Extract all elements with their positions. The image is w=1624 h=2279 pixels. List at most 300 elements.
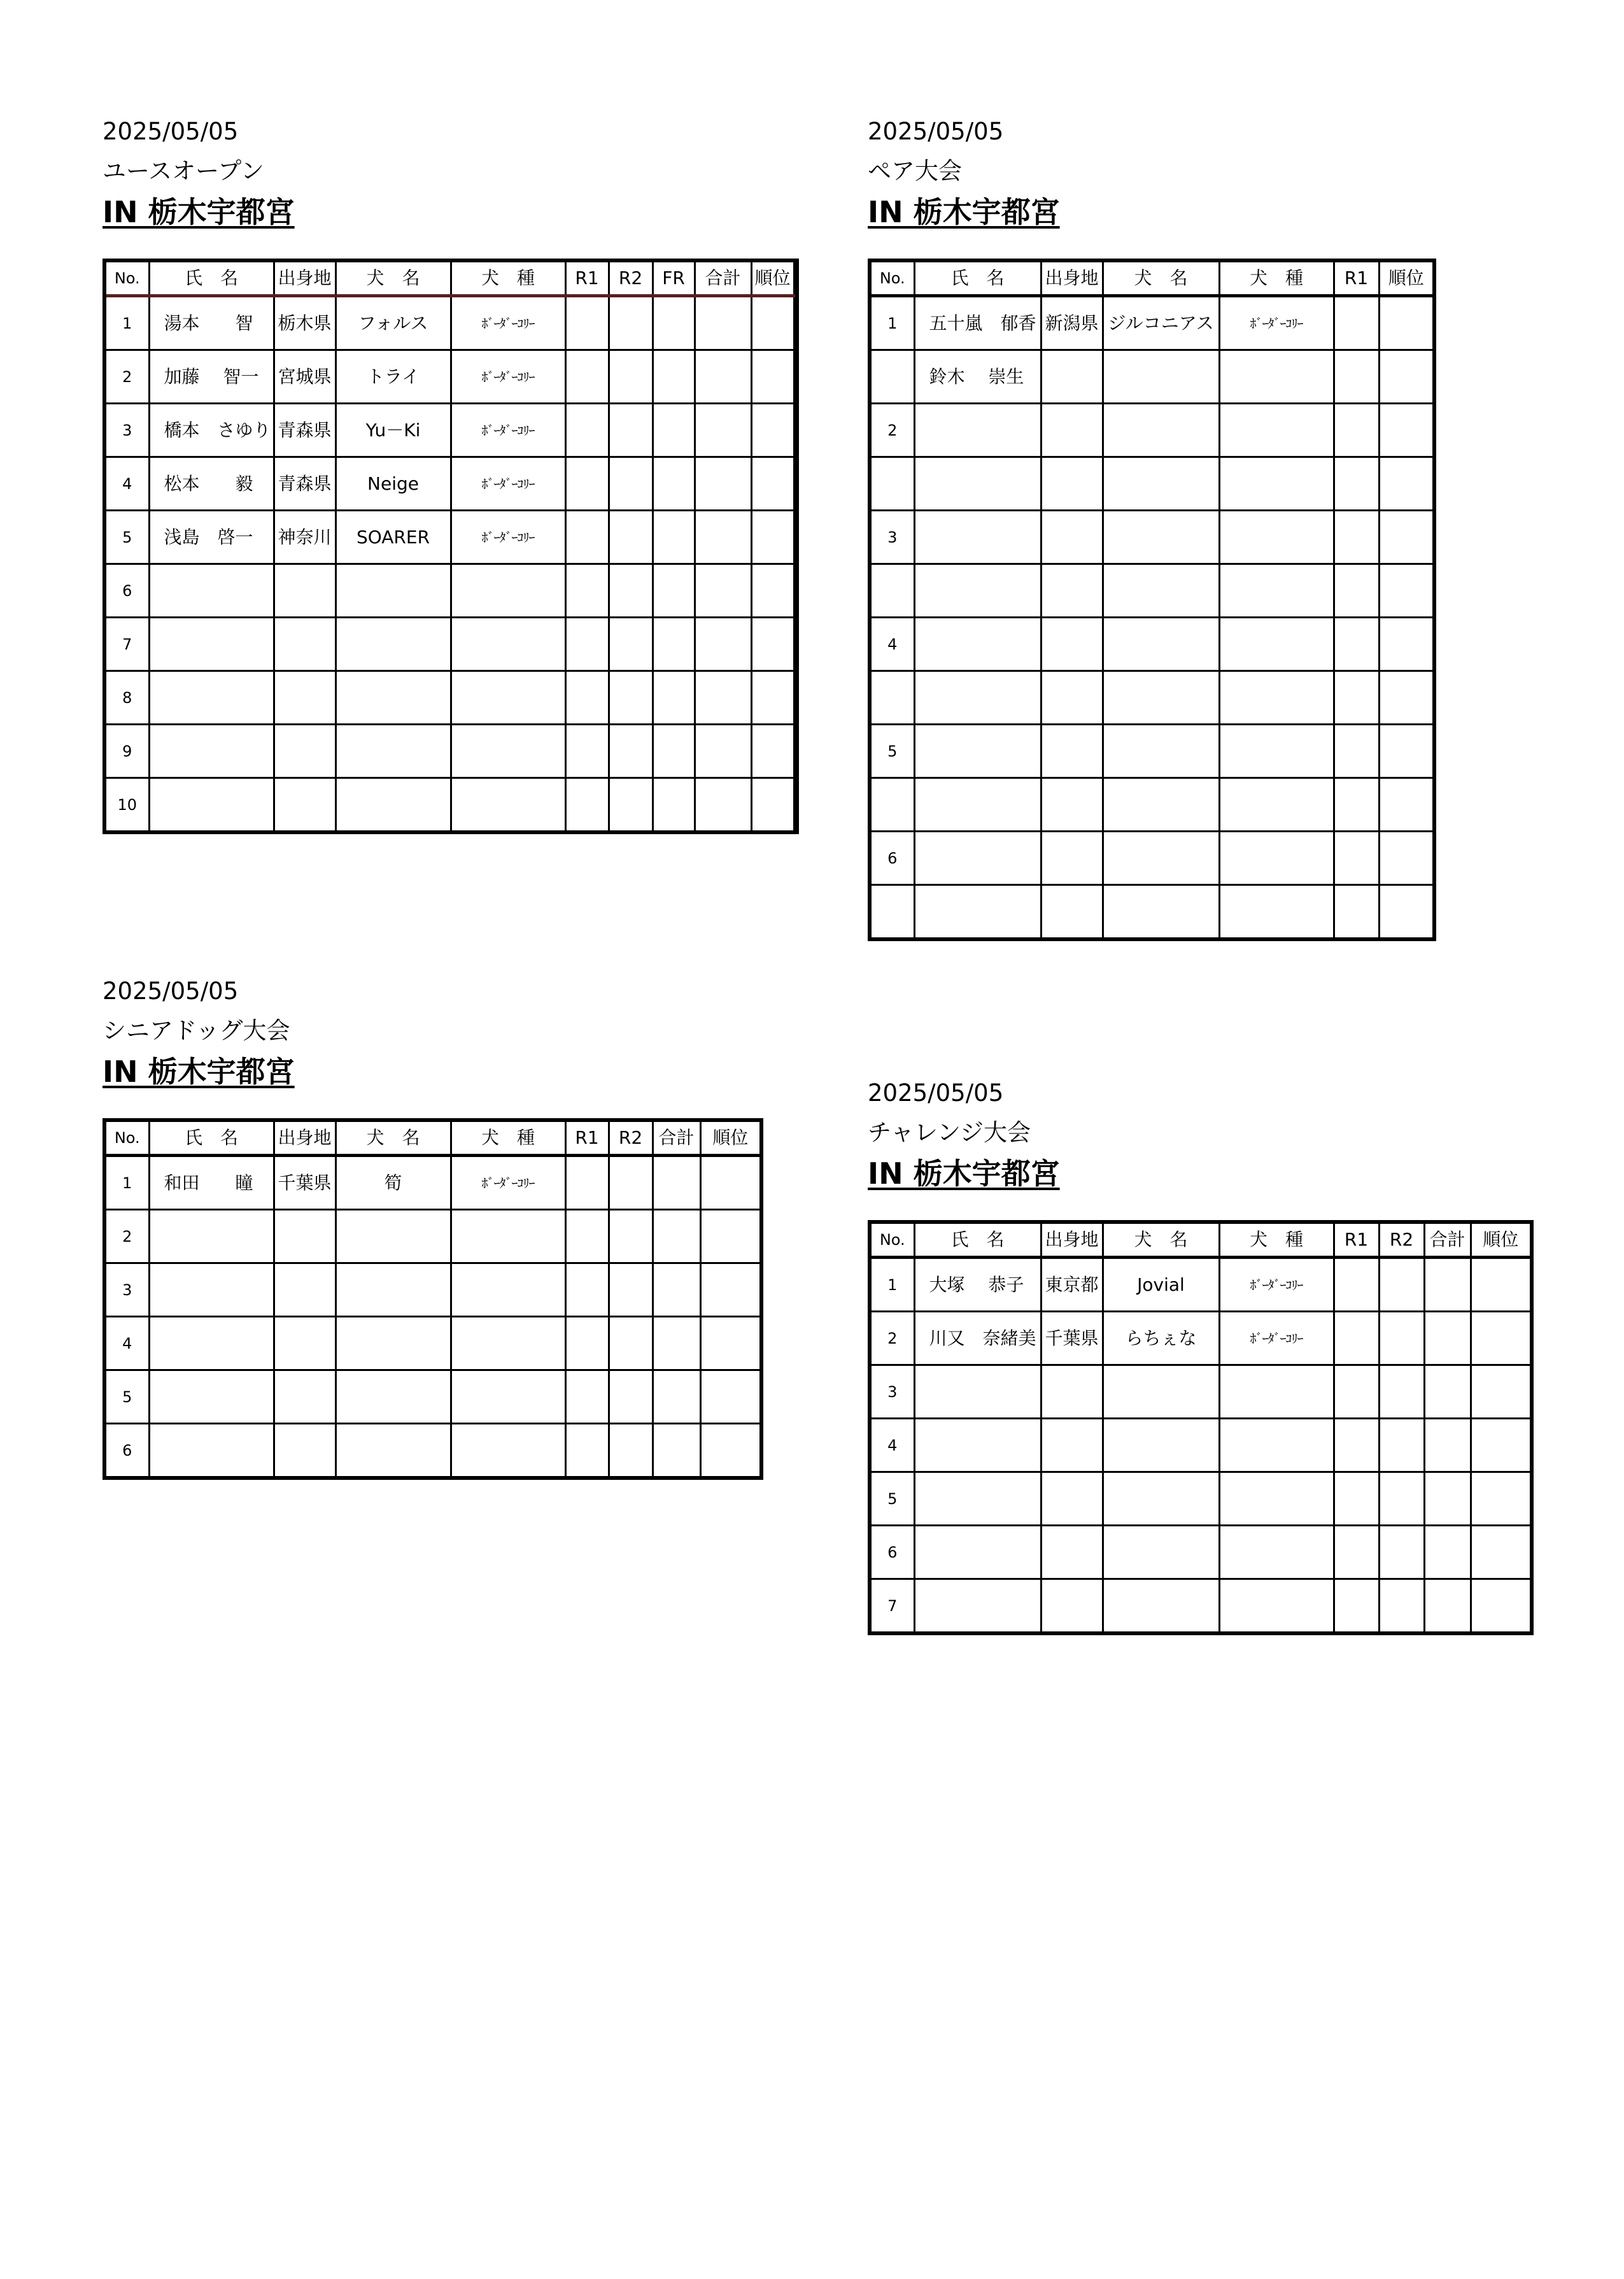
score-cell — [653, 725, 695, 778]
row-no: 6 — [104, 1424, 149, 1479]
row-dog-breed — [1219, 671, 1334, 725]
table-row — [104, 350, 797, 404]
pair-results-table — [868, 259, 1436, 941]
row-handler-name: 浅島 啓一 — [149, 511, 274, 564]
row-dog-name — [1103, 885, 1219, 940]
table-row — [870, 778, 1434, 832]
score-cell — [653, 1317, 700, 1370]
row-dog-name: トライ — [335, 350, 451, 404]
header-fr: FR — [653, 260, 695, 296]
senior-section — [102, 979, 803, 1502]
row-dog-breed — [1219, 404, 1334, 457]
score-cell — [565, 1424, 609, 1479]
row-dog-name — [335, 778, 451, 833]
score-cell — [1334, 1579, 1379, 1634]
table-row — [104, 1424, 761, 1479]
score-cell — [794, 457, 797, 511]
score-cell — [609, 1156, 653, 1210]
score-cell — [653, 296, 695, 350]
table-row — [104, 618, 797, 671]
score-cell — [609, 618, 653, 671]
row-handler-name: 和田 瞳 — [149, 1156, 274, 1210]
row-dog-breed — [451, 564, 565, 618]
row-dog-breed — [451, 1370, 565, 1424]
row-dog-breed — [1219, 1526, 1334, 1579]
score-cell — [700, 1317, 761, 1370]
row-no: 1 — [104, 1156, 149, 1210]
score-cell — [1379, 296, 1434, 350]
row-no: 6 — [870, 1526, 914, 1579]
row-dog-name: ジルコニアス — [1103, 296, 1219, 350]
table-row — [870, 296, 1434, 350]
row-dog-breed — [451, 1424, 565, 1479]
table-header-row — [104, 1120, 761, 1156]
score-cell — [1424, 1472, 1471, 1526]
header-breed: 犬 種 — [1219, 1222, 1334, 1258]
row-no: 2 — [870, 1312, 914, 1365]
header-r1: R1 — [1334, 260, 1379, 296]
row-no — [870, 885, 914, 940]
row-origin — [1041, 511, 1103, 564]
header-dog: 犬 名 — [1103, 260, 1219, 296]
row-dog-name: Jovial — [1103, 1258, 1219, 1312]
score-cell — [653, 1263, 700, 1317]
score-cell — [794, 671, 797, 725]
row-dog-name — [335, 1424, 451, 1479]
row-origin — [1041, 618, 1103, 671]
youth-results-table — [102, 259, 799, 834]
row-dog-name — [1103, 1472, 1219, 1526]
score-cell — [1424, 1419, 1471, 1472]
header-rank: 順位 — [700, 1120, 761, 1156]
score-cell — [794, 778, 797, 833]
row-dog-name: Yu－Ki — [335, 404, 451, 457]
row-handler-name: 加藤 智一 — [149, 350, 274, 404]
score-cell — [653, 457, 695, 511]
row-dog-breed: ﾎﾞｰﾀﾞｰｺﾘｰ — [451, 350, 565, 404]
row-dog-breed — [451, 778, 565, 833]
row-no: 6 — [104, 564, 149, 618]
score-cell — [1471, 1419, 1532, 1472]
score-cell — [565, 1210, 609, 1263]
row-dog-breed — [1219, 1365, 1334, 1419]
row-dog-breed — [1219, 350, 1334, 404]
row-dog-name — [1103, 457, 1219, 511]
event-date: 2025/05/05 — [102, 977, 239, 1005]
table-row — [870, 885, 1434, 940]
score-cell — [751, 350, 794, 404]
row-origin — [1041, 778, 1103, 832]
venue-title: IN 栃木宇都宮 — [868, 1156, 1060, 1191]
table-row — [870, 832, 1434, 885]
row-no: 3 — [104, 1263, 149, 1317]
row-dog-breed: ﾎﾞｰﾀﾞｰｺﾘｰ — [1219, 1258, 1334, 1312]
score-cell — [695, 778, 751, 833]
score-cell — [609, 1370, 653, 1424]
row-dog-name — [335, 564, 451, 618]
row-handler-name: 湯本 智 — [149, 296, 274, 350]
row-handler-name — [149, 1263, 274, 1317]
row-handler-name — [149, 564, 274, 618]
header-r2: R2 — [609, 260, 653, 296]
event-title: ペア大会 — [868, 157, 962, 185]
score-cell — [1334, 1312, 1379, 1365]
score-cell — [1334, 1472, 1379, 1526]
row-handler-name — [914, 1526, 1041, 1579]
score-cell — [609, 511, 653, 564]
table-row — [104, 511, 797, 564]
table-row — [870, 1526, 1532, 1579]
row-dog-breed: ﾎﾞｰﾀﾞｰｺﾘｰ — [1219, 1312, 1334, 1365]
score-cell — [1471, 1258, 1532, 1312]
score-cell — [653, 564, 695, 618]
table-row — [870, 618, 1434, 671]
row-origin — [1041, 1579, 1103, 1634]
row-dog-breed — [451, 1210, 565, 1263]
score-cell — [653, 778, 695, 833]
row-handler-name: 松本 毅 — [149, 457, 274, 511]
table-row — [104, 1210, 761, 1263]
row-dog-name: SOARER — [335, 511, 451, 564]
row-origin — [274, 725, 335, 778]
score-cell — [1334, 1526, 1379, 1579]
score-cell — [1471, 1579, 1532, 1634]
score-cell — [1334, 618, 1379, 671]
row-dog-breed — [1219, 618, 1334, 671]
score-cell — [653, 350, 695, 404]
row-origin: 神奈川 — [274, 511, 335, 564]
row-dog-breed — [1219, 778, 1334, 832]
header-total: 合計 — [1424, 1222, 1471, 1258]
score-cell — [609, 457, 653, 511]
score-cell — [565, 725, 609, 778]
row-dog-breed — [1219, 457, 1334, 511]
header-name: 氏 名 — [914, 1222, 1041, 1258]
row-handler-name — [149, 778, 274, 833]
score-cell — [653, 511, 695, 564]
score-cell — [1379, 671, 1434, 725]
score-cell — [565, 296, 609, 350]
header-r1: R1 — [565, 1120, 609, 1156]
table-row — [104, 1370, 761, 1424]
score-cell — [565, 671, 609, 725]
row-dog-breed — [1219, 1472, 1334, 1526]
table-row — [104, 1263, 761, 1317]
score-cell — [751, 511, 794, 564]
score-cell — [1379, 1312, 1424, 1365]
row-handler-name: 大塚 恭子 — [914, 1258, 1041, 1312]
table-row — [104, 725, 797, 778]
venue-title: IN 栃木宇都宮 — [102, 195, 295, 229]
row-no: 4 — [104, 457, 149, 511]
row-origin: 青森県 — [274, 404, 335, 457]
row-handler-name: 川又 奈緒美 — [914, 1312, 1041, 1365]
row-origin: 青森県 — [274, 457, 335, 511]
row-dog-name — [1103, 1526, 1219, 1579]
row-no: 1 — [104, 296, 149, 350]
row-dog-name — [1103, 832, 1219, 885]
row-origin — [1041, 832, 1103, 885]
row-handler-name — [914, 404, 1041, 457]
row-handler-name: 橋本 さゆり — [149, 404, 274, 457]
row-dog-name — [1103, 1579, 1219, 1634]
row-origin — [1041, 671, 1103, 725]
row-dog-breed — [451, 725, 565, 778]
score-cell — [1334, 296, 1379, 350]
score-cell — [751, 725, 794, 778]
row-dog-name: Neige — [335, 457, 451, 511]
table-row — [870, 1419, 1532, 1472]
row-dog-breed — [451, 1317, 565, 1370]
event-title: シニアドッグ大会 — [102, 1017, 290, 1044]
header-rank: 順位 — [1471, 1222, 1532, 1258]
pair-section — [868, 120, 1441, 967]
row-handler-name — [914, 778, 1041, 832]
score-cell — [565, 404, 609, 457]
score-cell — [609, 564, 653, 618]
score-cell — [751, 671, 794, 725]
header-total: 合計 — [695, 260, 751, 296]
score-cell — [700, 1370, 761, 1424]
score-cell — [1471, 1365, 1532, 1419]
score-cell — [1379, 1258, 1424, 1312]
row-origin: 宮城県 — [274, 350, 335, 404]
row-origin: 新潟県 — [1041, 296, 1103, 350]
score-cell — [751, 296, 794, 350]
score-cell — [751, 404, 794, 457]
row-origin — [274, 564, 335, 618]
score-cell — [1424, 1365, 1471, 1419]
row-dog-name — [335, 1210, 451, 1263]
score-cell — [609, 1263, 653, 1317]
row-origin — [1041, 457, 1103, 511]
score-cell — [565, 350, 609, 404]
row-dog-name — [335, 671, 451, 725]
event-title: ユースオープン — [102, 157, 264, 185]
row-dog-breed — [1219, 725, 1334, 778]
row-no: 3 — [104, 404, 149, 457]
header-dog: 犬 名 — [335, 1120, 451, 1156]
score-cell — [695, 350, 751, 404]
header-rank: 順位 — [751, 260, 794, 296]
row-no: 3 — [870, 511, 914, 564]
row-origin: 千葉県 — [274, 1156, 335, 1210]
row-no: 1 — [870, 296, 914, 350]
row-dog-name — [1103, 1419, 1219, 1472]
row-handler-name — [914, 1365, 1041, 1419]
score-cell — [609, 778, 653, 833]
table-row — [870, 671, 1434, 725]
score-cell — [695, 296, 751, 350]
table-row — [870, 725, 1434, 778]
score-cell — [1379, 1526, 1424, 1579]
event-date: 2025/05/05 — [868, 1079, 1004, 1107]
score-cell — [1379, 1419, 1424, 1472]
table-row — [870, 1258, 1532, 1312]
row-origin — [1041, 885, 1103, 940]
row-dog-name — [335, 618, 451, 671]
score-cell — [751, 618, 794, 671]
score-cell — [1334, 671, 1379, 725]
score-cell — [609, 725, 653, 778]
score-cell — [794, 511, 797, 564]
header-no: No. — [104, 260, 149, 296]
score-cell — [609, 296, 653, 350]
row-dog-name — [1103, 564, 1219, 618]
table-row — [104, 1317, 761, 1370]
row-dog-breed — [1219, 511, 1334, 564]
table-row — [104, 1156, 761, 1210]
row-no — [870, 564, 914, 618]
score-cell — [794, 725, 797, 778]
score-cell — [565, 618, 609, 671]
row-no — [870, 778, 914, 832]
score-cell — [700, 1156, 761, 1210]
row-no — [870, 457, 914, 511]
score-cell — [609, 1210, 653, 1263]
table-row — [870, 511, 1434, 564]
row-no: 6 — [870, 832, 914, 885]
header-r1: R1 — [1334, 1222, 1379, 1258]
row-no: 5 — [870, 1472, 914, 1526]
row-handler-name — [914, 457, 1041, 511]
row-handler-name — [149, 1370, 274, 1424]
event-date: 2025/05/05 — [868, 118, 1004, 145]
venue-title: IN 栃木宇都宮 — [102, 1054, 295, 1089]
score-cell — [1379, 404, 1434, 457]
row-origin — [274, 1210, 335, 1263]
score-cell — [565, 564, 609, 618]
row-origin — [274, 1317, 335, 1370]
row-handler-name — [149, 725, 274, 778]
score-cell — [653, 1370, 700, 1424]
table-row — [870, 1312, 1532, 1365]
row-origin: 栃木県 — [274, 296, 335, 350]
row-dog-name — [1103, 511, 1219, 564]
table-row — [870, 1579, 1532, 1634]
score-cell — [565, 511, 609, 564]
row-handler-name — [914, 511, 1041, 564]
header-origin: 出身地 — [274, 260, 335, 296]
score-cell — [794, 350, 797, 404]
header-origin: 出身地 — [1041, 260, 1103, 296]
score-cell — [1334, 725, 1379, 778]
score-cell — [653, 1210, 700, 1263]
row-origin: 東京都 — [1041, 1258, 1103, 1312]
score-cell — [700, 1424, 761, 1479]
table-row — [104, 296, 797, 350]
row-no: 4 — [870, 1419, 914, 1472]
score-cell — [1379, 885, 1434, 940]
row-dog-name: フォルス — [335, 296, 451, 350]
table-row — [104, 404, 797, 457]
challenge-section — [868, 1081, 1568, 1654]
table-row — [870, 404, 1434, 457]
row-dog-name — [335, 1370, 451, 1424]
score-cell — [1424, 1312, 1471, 1365]
table-row — [870, 457, 1434, 511]
score-cell — [1471, 1312, 1532, 1365]
score-cell — [1334, 1365, 1379, 1419]
row-dog-breed — [1219, 1419, 1334, 1472]
header-no: No. — [104, 1120, 149, 1156]
score-cell — [1379, 350, 1434, 404]
row-origin — [274, 1370, 335, 1424]
row-dog-breed — [1219, 564, 1334, 618]
header-name: 氏 名 — [914, 260, 1041, 296]
score-cell — [751, 564, 794, 618]
row-no: 3 — [870, 1365, 914, 1419]
score-cell — [695, 404, 751, 457]
score-cell — [653, 404, 695, 457]
row-handler-name — [914, 618, 1041, 671]
score-cell — [609, 404, 653, 457]
header-breed: 犬 種 — [1219, 260, 1334, 296]
row-dog-name — [1103, 778, 1219, 832]
score-cell — [609, 350, 653, 404]
score-cell — [695, 618, 751, 671]
row-handler-name — [149, 671, 274, 725]
header-breed: 犬 種 — [451, 260, 565, 296]
score-cell — [794, 564, 797, 618]
table-row — [870, 1472, 1532, 1526]
row-dog-name — [1103, 1365, 1219, 1419]
row-origin — [274, 618, 335, 671]
header-name: 氏 名 — [149, 1120, 274, 1156]
score-cell — [565, 1263, 609, 1317]
header-r2: R2 — [609, 1120, 653, 1156]
header-origin: 出身地 — [1041, 1222, 1103, 1258]
row-dog-breed — [451, 1263, 565, 1317]
header-dog: 犬 名 — [1103, 1222, 1219, 1258]
row-no: 5 — [104, 1370, 149, 1424]
row-origin — [274, 671, 335, 725]
row-origin — [1041, 564, 1103, 618]
table-header-row — [104, 260, 797, 296]
score-cell — [695, 671, 751, 725]
score-cell — [1424, 1579, 1471, 1634]
row-no: 2 — [104, 350, 149, 404]
header-rank: 順位 — [1379, 260, 1434, 296]
row-origin — [274, 1424, 335, 1479]
row-no: 8 — [104, 671, 149, 725]
score-cell — [1379, 1365, 1424, 1419]
score-cell — [565, 778, 609, 833]
score-cell — [794, 404, 797, 457]
row-handler-name — [914, 725, 1041, 778]
table-row — [104, 457, 797, 511]
score-cell — [1379, 1472, 1424, 1526]
row-origin — [1041, 404, 1103, 457]
row-origin — [274, 778, 335, 833]
row-dog-name — [335, 1317, 451, 1370]
row-dog-breed: ﾎﾞｰﾀﾞｰｺﾘｰ — [451, 511, 565, 564]
row-no: 7 — [870, 1579, 914, 1634]
score-cell — [695, 564, 751, 618]
score-cell — [695, 725, 751, 778]
score-cell — [565, 1370, 609, 1424]
challenge-results-table — [868, 1220, 1534, 1635]
score-cell — [1379, 1579, 1424, 1634]
row-dog-breed — [451, 671, 565, 725]
table-row — [104, 564, 797, 618]
score-cell — [565, 1317, 609, 1370]
score-cell — [1379, 618, 1434, 671]
table-row — [104, 671, 797, 725]
score-cell — [1424, 1258, 1471, 1312]
event-title: チャレンジ大会 — [868, 1119, 1031, 1146]
row-handler-name — [149, 1317, 274, 1370]
